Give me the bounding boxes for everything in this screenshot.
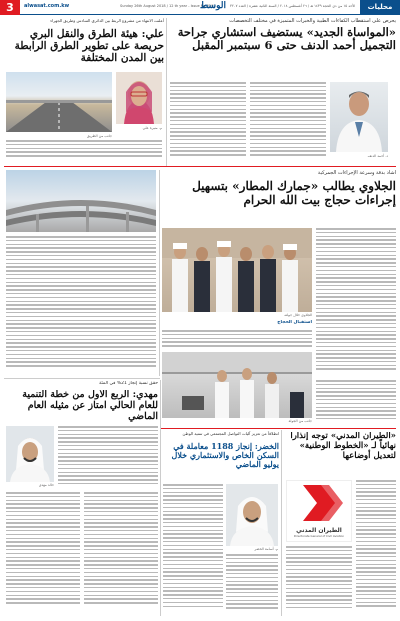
story5-headline: الخضر: إنجاز 1188 معاملة في السكن الخاص والاستثماري خلال يوليو الماضي: [171, 442, 279, 470]
masthead-logo: الوسط: [200, 1, 226, 11]
khader-photo: [226, 484, 278, 546]
story5-body-col2: [226, 554, 278, 616]
road-photo: [6, 72, 112, 132]
story4-caption: خالد مهدي: [38, 483, 54, 487]
story2-kicker: أعلنت الانتهاء من مشروع الربط بين الدائري السادس وطريق الجهراء: [50, 18, 164, 23]
story2-body: [6, 140, 162, 164]
story1-caption: د. أحمد الدنف: [367, 154, 388, 158]
story6-headline: «الطيران المدني» توجه إنذاراً نهائياً لـ «الخطوط الوطنية» لتعديل أوضاعها: [290, 432, 396, 461]
story1-kicker: يحرص على استقطاب الكفاءات الطبية والخبرات المتميزة في مختلف التخصصات: [229, 18, 396, 24]
story1-body-col1: [250, 82, 326, 162]
story-roads: [6, 28, 164, 68]
story4-body-col1: [58, 426, 158, 490]
story2-headline: علي: هيئة الطرق والنقل البري حريصة على تطوير الطرق الرابطة بين المدن المختلفة: [14, 28, 164, 65]
story4-kicker: حقق نسبة إنجاز 21% في المئة: [99, 381, 158, 386]
mahdi-photo: [6, 426, 54, 482]
interchange-photo: [6, 170, 156, 232]
customs-group-photo: [162, 228, 312, 312]
story4-body-col2: [6, 492, 80, 616]
story3-caption2: جانب من الجولة: [288, 419, 312, 423]
story-housing: [163, 442, 279, 482]
story-customs: [162, 180, 396, 226]
section-label: محليات: [360, 0, 400, 15]
story2-caption-person: م. منيرة علي: [142, 126, 162, 130]
story6-body-col1: [356, 480, 396, 616]
story5-body-col1: [163, 484, 223, 616]
page-number: 3: [0, 0, 20, 15]
story-development-plan: [6, 390, 158, 424]
story3-caption1: الجلاوي خلال جولته: [284, 313, 312, 317]
story2-body-cont: [6, 236, 156, 376]
story1-body-col2: [170, 82, 246, 162]
date-arabic: الأحد ١٥ من ذي الحجة ١٤٣٩ هـ / ٢٦ أغسطس ٢٠١٨ / السنة الثانية عشرة / العدد ٣٢٠٧: [230, 4, 356, 8]
story5-caption: م. أسامة الخضر: [254, 547, 278, 551]
story3-body-col3: [316, 380, 396, 424]
story5-kicker: انطلاقاً من تعزيز آليات التواصل المجتمعي في تنمية الوطن: [182, 431, 279, 436]
story3-headline: الجلاوي يطالب «جمارك المطار» بتسهيل إجراءات حجاج بيت الله الحرام: [192, 180, 396, 207]
story-civil-aviation: [284, 432, 396, 478]
story4-body-col3: [84, 492, 158, 616]
page-header: [0, 0, 400, 15]
story3-subhead-box: [162, 320, 312, 330]
engineer-photo: [116, 72, 162, 124]
website-label[interactable]: alwasat.com.kw: [24, 3, 70, 9]
story3-body-col2: [162, 330, 312, 350]
story3-subhead: استقبال الحجاج: [277, 320, 312, 325]
date-english: Sunday 26th August 2018 / 12 th year - Issue No 3207: [120, 4, 216, 8]
logo-arabic-text: الطيران المدني: [296, 527, 342, 534]
story6-body-col2: [286, 546, 352, 616]
logo-english-text: Directorate General of Civil Aviation: [293, 534, 345, 538]
civil-aviation-logo: [286, 480, 352, 542]
story-mowasat: [170, 18, 396, 78]
story4-headline: مهدي: الربع الأول من خطة التنمية للعام الحالي امتاز عن مثيله العام الماضي: [22, 390, 158, 422]
doctor-photo: [330, 82, 388, 152]
story3-kicker: أشاد بدقة وسرعة الإجراءات الجمركية: [317, 170, 396, 176]
story3-body-col1: [316, 228, 396, 378]
airport-photo: [162, 352, 312, 418]
story1-headline: «المواساة الجديد» يستضيف استشاري جراحة التجميل أحمد الدنف حتى 6 سبتمبر المقبل: [177, 25, 396, 53]
story2-caption-photo: جانب من الطريق: [86, 134, 112, 138]
